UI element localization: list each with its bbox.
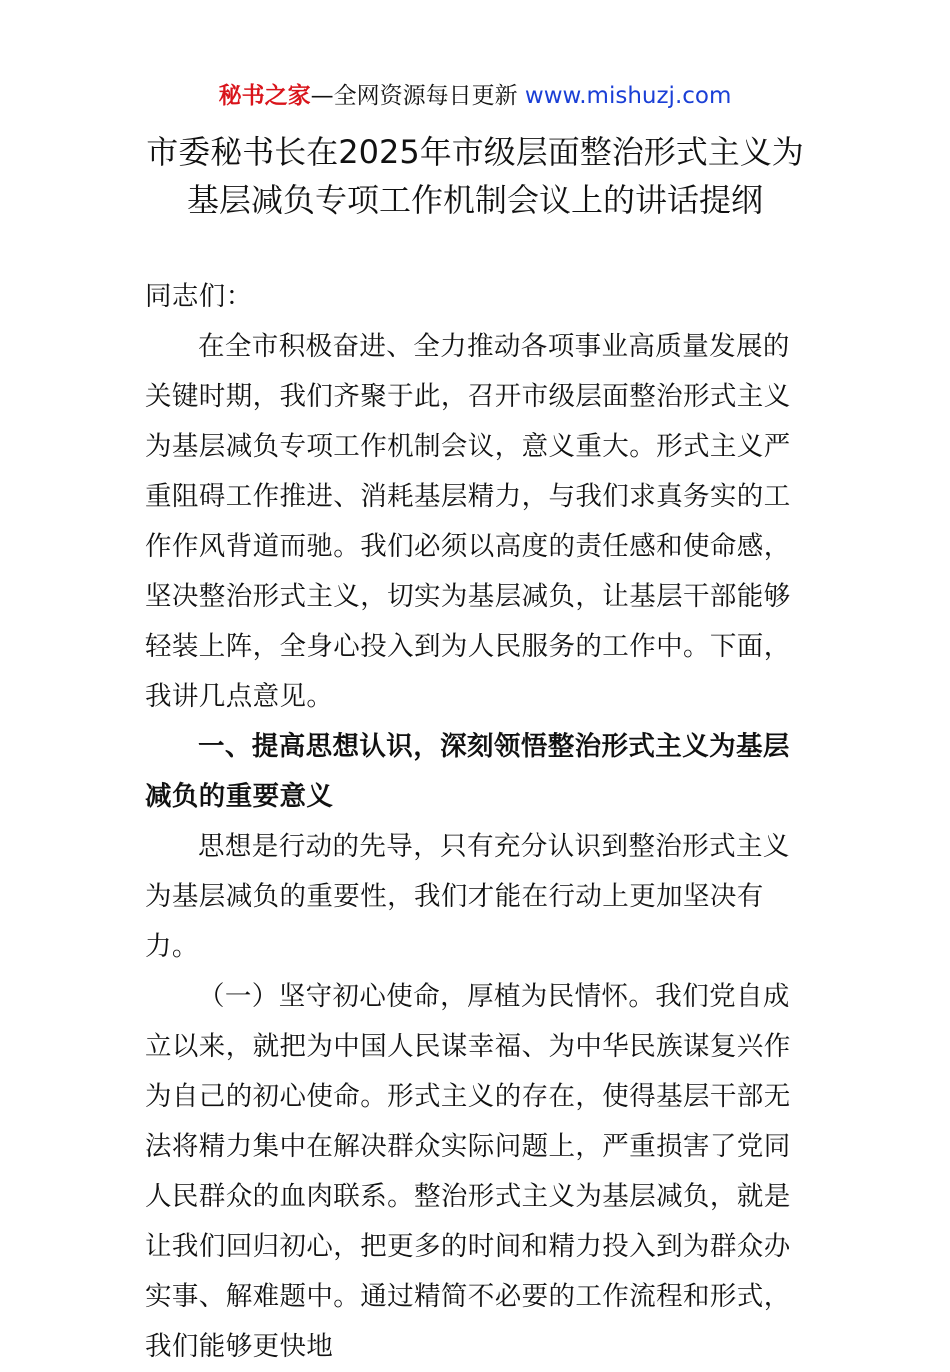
paragraph-intro: 在全市积极奋进、全力推动各项事业高质量发展的关键时期，我们齐聚于此，召开市级层面整治形式主义为基层减负专项工作机制会议，意义重大。形式主义严重阻碍工作推进、消耗基层精力，与我们求真务实的工作作风背道而驰。我们必须以高度的责任感和使命感，坚决整治形式主义，切实为基层减负，让基层干部能够轻装上阵，全身心投入到为人民服务的工作中。下面，我讲几点意见。 (145, 331, 791, 712)
paragraph-subsection-1: （一）坚守初心使命，厚植为民情怀。我们党自成立以来，就把为中国人民谋幸福、为中华民族谋复兴作为自己的初心使命。形式主义的存在，使得基层干部无法将精力集中在解决群众实际问题上，严重损害了党同人民群众的血肉联系。整治形式主义为基层减负，就是让我们回归初心，把更多的时间和精力投入到为群众办实事、解难题中。通过精简不必要的工作流程和形式，我们能够更快地 (145, 981, 791, 1362)
document-title (0, 128, 950, 224)
brand-name: 秘书之家 (218, 83, 311, 109)
paragraph-section-1-intro: 思想是行动的先导，只有充分认识到整治形式主义为基层减负的重要性，我们才能在行动上更加坚决有力。 (145, 831, 790, 962)
site-url[interactable]: www.mishuzj.com (524, 83, 732, 109)
salutation: 同志们： (145, 281, 253, 312)
title-line-2: 基层减负专项工作机制会议上的讲话提纲 (186, 181, 763, 219)
site-header (0, 80, 950, 112)
section-heading-1: 一、提高思想认识，深刻领悟整治形式主义为基层减负的重要意义 (145, 731, 790, 812)
title-line-1: 市委秘书长在2025年市级层面整治形式主义为 (146, 133, 804, 171)
document-body (145, 272, 810, 1372)
header-tagline: —全网资源每日更新 (310, 83, 518, 109)
